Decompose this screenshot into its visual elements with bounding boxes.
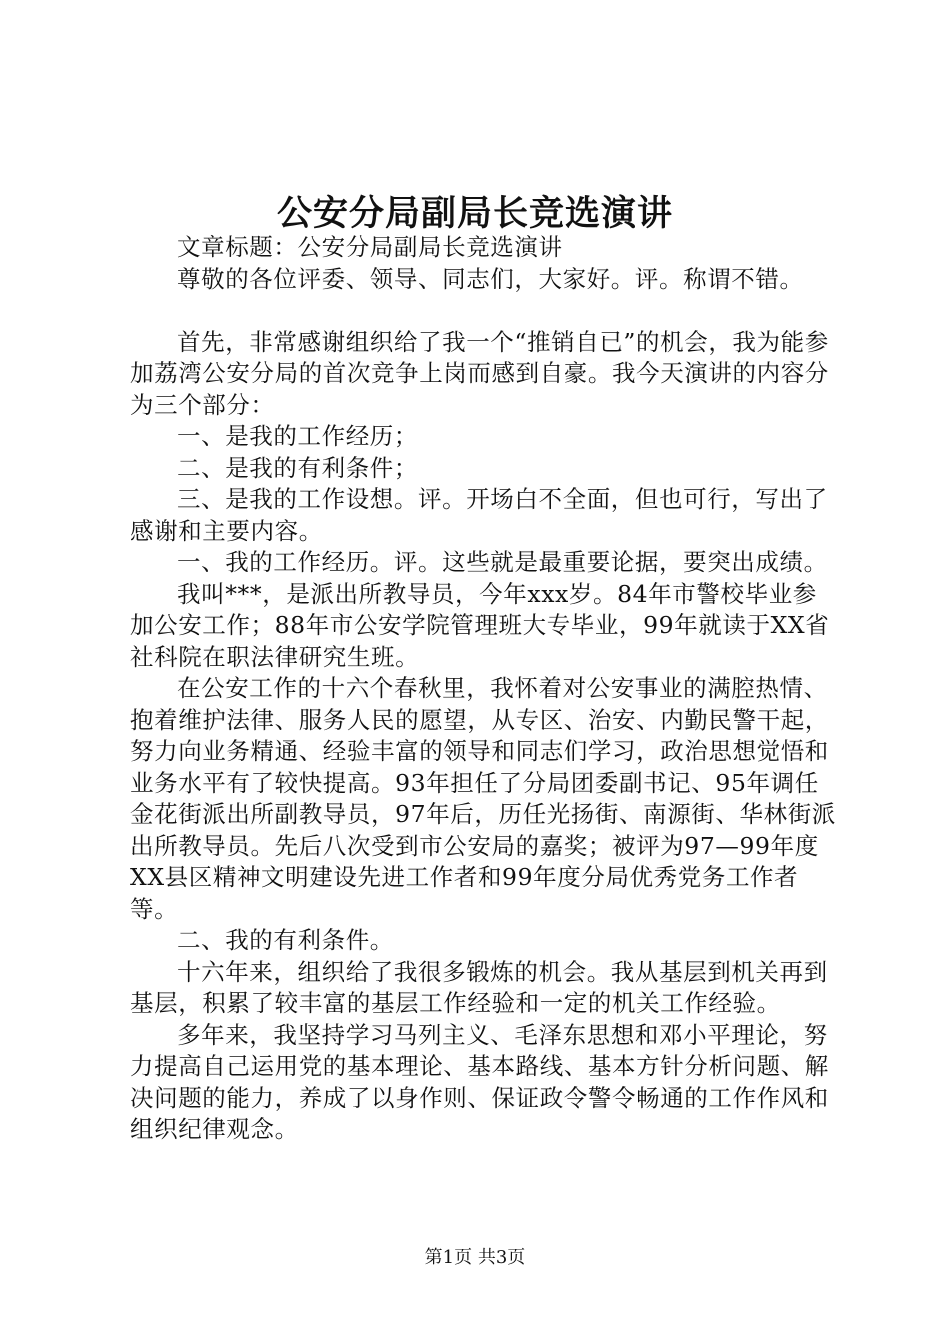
paragraph-training: 十六年来，组织给了我很多锻炼的机会。我从基层到机关再到基层，积累了较丰富的基层工作经验和一定的机关工作经验。 [130, 957, 828, 1017]
paragraph-outline-1: 一、是我的工作经历； [177, 422, 418, 450]
paragraph-outline-2: 二、是我的有利条件； [177, 453, 418, 482]
paragraph-study: 多年来，我坚持学习马列主义、毛泽东思想和邓小平理论，努力提高自己运用党的基本理论、基本路线、基本方针分析问题、解决问题的能力，养成了以身作则、保证政令警令畅通的工作作风和组织纪律观念。 [130, 1020, 829, 1143]
paragraph-section-2-heading: 二、我的有利条件。 [177, 926, 394, 954]
paragraph-section-1-heading: 一、我的工作经历。评。这些就是最重要论据，要突出成绩。 [177, 548, 828, 576]
paragraph-experience: 在公安工作的十六个春秋里，我怀着对公安事业的满腔热情、抱着维护法律、服务人民的愿望，从专区、治安、内勤民警干起，努力向业务精通、经验丰富的领导和同志们学习，政治思想觉悟和业务水平有了较快提高。93年担任了分局团委副书记、95年调任金花街派出所副教导员，97年后，历任光扬街、南源街、华林街派出所教导员。先后八次受到市公安局的嘉奖；被评为97—99年度XX县区精神文明建设先进工作者和99年度分局优秀党务工作者等。 [130, 674, 836, 923]
document-body [130, 232, 836, 1146]
paragraph-greeting: 尊敬的各位评委、领导、同志们，大家好。评。称谓不错。 [177, 264, 804, 293]
paragraph-opening: 首先，非常感谢组织给了我一个“推销自已”的机会，我为能参加荔湾公安分局的首次竞争上岗而感到自豪。我今天演讲的内容分为三个部分： [130, 327, 829, 419]
paragraph-article-title: 文章标题：公安分局副局长竞选演讲 [177, 233, 563, 261]
paragraph-outline-3: 三、是我的工作设想。评。开场白不全面，但也可行，写出了感谢和主要内容。 [130, 485, 828, 545]
page-number-footer: 第1页 共3页 [424, 1247, 526, 1268]
page-title: 公安分局副局长竞选演讲 [276, 193, 673, 234]
paragraph-background: 我叫***，是派出所教导员，今年xxx岁。84年市警校毕业参加公安工作；88年市公安学院管理班大专毕业，99年就读于XX省社科院在职法律研究生班。 [130, 579, 830, 671]
